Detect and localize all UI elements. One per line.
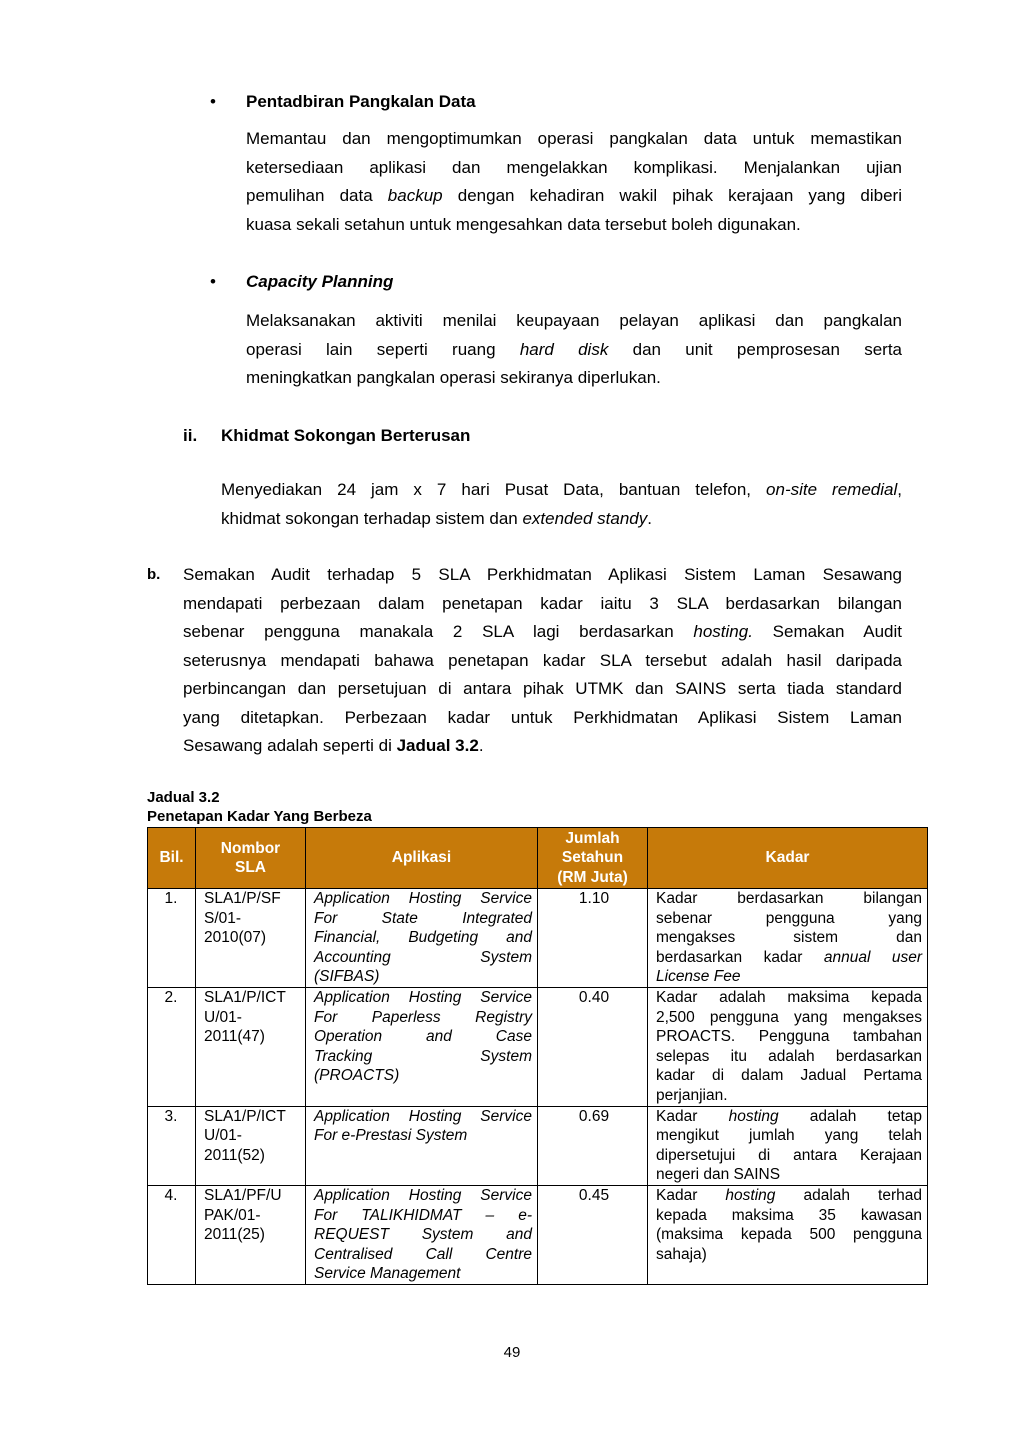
italic-term: backup <box>387 186 443 205</box>
text-segment: Kadar <box>656 1107 729 1125</box>
cell-line: SLA1/P/ICT <box>204 1107 286 1125</box>
pentadbiran-line: ketersediaan aplikasi dan mengelakkan komplikasi. Menjalankan ujian <box>246 157 902 177</box>
cell-line <box>656 1107 922 1127</box>
cell-line: For TALIKHIDMAT – e- <box>314 1206 532 1224</box>
section-number: ii. <box>183 426 198 445</box>
cell-bil: 3. <box>148 1106 196 1185</box>
bullet-icon: • <box>210 272 216 291</box>
cell-jumlah: 0.40 <box>538 987 648 1106</box>
text-segment: operasi lain seperti ruang <box>246 339 520 359</box>
cell-line <box>656 1126 922 1146</box>
text-segment: kadar di dalam Jadual Pertama <box>656 1067 922 1085</box>
table-header-row <box>148 828 928 889</box>
bullet-title: Capacity Planning <box>246 272 394 291</box>
paragraph-capacity <box>246 307 902 393</box>
semakan-line: Sesawang adalah seperti di Jadual 3.2. <box>183 736 484 755</box>
cell-kadar <box>648 889 928 988</box>
semakan-line: Semakan Audit terhadap 5 SLA Perkhidmatan Aplikasi Sistem Laman Sesawang <box>183 565 902 584</box>
text-segment: mengakses sistem dan <box>656 929 922 947</box>
semakan-line: perbincangan dan persetujuan di antara pihak UTMK dan SAINS serta tiada standard <box>183 679 902 698</box>
cell-line: Application Hosting Service <box>314 1107 532 1125</box>
text-segment: perjanjian. <box>656 1086 728 1104</box>
text-segment: Kadar adalah maksima kepada <box>656 988 922 1006</box>
cell-line <box>656 1008 922 1028</box>
cell-line: Operation and Case <box>314 1028 532 1046</box>
text-segment: sahaja) <box>656 1245 707 1263</box>
cell-line: Application Hosting Service <box>314 988 532 1006</box>
text-segment: kepada maksima 35 kawasan <box>656 1206 922 1224</box>
table-row <box>148 1106 928 1185</box>
cell-line: PAK/01- <box>204 1206 261 1224</box>
cell-line: S/01- <box>204 909 242 927</box>
cell-line: REQUEST System and <box>314 1226 532 1244</box>
text-segment: dan unit pemprosesan serta <box>608 339 902 359</box>
cell-line: For e-Prestasi System <box>314 1127 468 1145</box>
table-reference: Jadual 3.2 <box>396 736 479 755</box>
text-segment: (maksima kepada 500 pengguna <box>656 1226 922 1244</box>
cell-line <box>656 1086 922 1106</box>
italic-term: hosting. <box>693 622 753 641</box>
text-segment: khidmat sokongan terhadap sistem dan <box>221 508 523 528</box>
cell-jumlah: 0.69 <box>538 1106 648 1185</box>
text-segment: berdasarkan kadar <box>656 948 824 966</box>
text-segment: 2,500 pengguna yang mengakses <box>656 1008 922 1026</box>
header-jumlah: Jumlah Setahun (RM Juta) <box>538 828 648 889</box>
cell-line: Service Management <box>314 1265 461 1283</box>
italic-term: extended standy <box>522 508 648 528</box>
pentadbiran-line <box>246 182 902 211</box>
text-segment: Kadar berdasarkan bilangan <box>656 890 922 907</box>
cell-line <box>656 909 922 929</box>
cell-line: SLA1/PF/U <box>204 1186 282 1204</box>
cell-line <box>656 928 922 948</box>
cell-line: 2011(25) <box>204 1226 265 1244</box>
italic-term: annual user <box>823 948 922 966</box>
text-segment: mengikut jumlah yang telah <box>656 1127 922 1145</box>
section-letter: b. <box>147 566 161 583</box>
cell-aplikasi <box>306 1185 538 1284</box>
cell-line: U/01- <box>204 1127 242 1145</box>
capacity-line: meningkatkan pangkalan operasi sekiranya diperlukan. <box>246 368 661 387</box>
pentadbiran-line: kuasa sekali setahun untuk mengesahkan data tersebut boleh digunakan. <box>246 214 801 234</box>
cell-line: Financial, Budgeting and <box>314 929 532 947</box>
table-caption-number: Jadual 3.2 <box>147 789 220 806</box>
cell-line: Accounting System <box>314 948 532 966</box>
cell-line <box>656 1047 922 1067</box>
text-segment: sebenar pengguna yang <box>656 909 922 927</box>
text-segment: negeri dan SAINS <box>656 1166 781 1184</box>
header-aplikasi: Aplikasi <box>306 828 538 889</box>
cell-line <box>656 988 922 1008</box>
header-kadar: Kadar <box>648 828 928 889</box>
table-row <box>148 987 928 1106</box>
cell-nombor-sla <box>196 1185 306 1284</box>
capacity-line: Melaksanakan aktiviti menilai keupayaan pelayan aplikasi dan pangkalan <box>246 311 902 330</box>
cell-bil: 2. <box>148 987 196 1106</box>
cell-line <box>656 1165 922 1185</box>
cell-line: (PROACTS) <box>314 1067 400 1085</box>
text-segment: adalah tetap <box>778 1107 922 1125</box>
cell-line: SLA1/P/SF <box>204 890 281 907</box>
cell-line: 2010(07) <box>204 929 267 947</box>
text-segment: Semakan Audit <box>752 622 902 641</box>
text-segment: Menyediakan 24 jam x 7 hari Pusat Data, bantuan telefon, <box>221 480 767 499</box>
header-bil: Bil. <box>148 828 196 889</box>
cell-line <box>656 1027 922 1047</box>
table-row <box>148 889 928 988</box>
cell-line <box>656 967 922 987</box>
cell-line <box>656 1206 922 1226</box>
cell-aplikasi <box>306 987 538 1106</box>
cell-line: 2011(52) <box>204 1146 265 1164</box>
text-segment: dipersetujui di antara Kerajaan <box>656 1146 922 1164</box>
italic-term: hosting <box>725 1186 776 1204</box>
bullet-icon: • <box>210 92 216 111</box>
cell-jumlah: 0.45 <box>538 1185 648 1284</box>
text-segment: pemulihan data <box>246 186 388 205</box>
semakan-line <box>183 618 902 647</box>
pentadbiran-line: Memantau dan mengoptimumkan operasi pangkalan data untuk memastikan <box>246 129 902 148</box>
section-title: Khidmat Sokongan Berterusan <box>221 426 471 445</box>
italic-term: hard disk <box>519 339 609 359</box>
italic-term: License Fee <box>656 968 741 986</box>
cell-line <box>656 1245 922 1265</box>
semakan-line: mendapati perbezaan dalam penetapan kadar iaitu 3 SLA berdasarkan bilangan <box>183 593 902 613</box>
text-segment: , <box>897 480 902 499</box>
cell-aplikasi <box>306 889 538 988</box>
header-nombor-sla: Nombor SLA <box>196 828 306 889</box>
text-segment: sebenar pengguna manakala 2 SLA lagi berdasarkan <box>183 622 694 641</box>
cell-bil: 1. <box>148 889 196 988</box>
cell-line <box>656 1066 922 1086</box>
cell-line: 2011(47) <box>204 1028 265 1046</box>
cell-line: Application Hosting Service <box>314 890 532 907</box>
cell-line: Application Hosting Service <box>314 1186 532 1204</box>
paragraph-khidmat <box>221 476 902 533</box>
cell-nombor-sla <box>196 987 306 1106</box>
cell-line: SLA1/P/ICT <box>204 988 286 1006</box>
semakan-line: yang ditetapkan. Perbezaan kadar untuk Perkhidmatan Aplikasi Sistem Laman <box>183 707 902 727</box>
khidmat-line <box>221 476 902 505</box>
text-segment: selepas itu adalah berdasarkan <box>656 1047 922 1065</box>
page-number: 49 <box>503 1344 521 1361</box>
cell-line <box>656 1186 922 1206</box>
cell-line: For Paperless Registry <box>314 1008 532 1026</box>
table-row <box>148 1185 928 1284</box>
text-segment: . <box>478 736 484 755</box>
cell-line: Tracking System <box>314 1047 532 1065</box>
cell-line: Centralised Call Centre <box>314 1245 532 1263</box>
paragraph-pentadbiran <box>246 125 902 239</box>
text-segment: Kadar <box>656 1186 726 1204</box>
text-segment: PROACTS. Pengguna tambahan <box>656 1028 922 1046</box>
cell-line <box>656 948 922 968</box>
khidmat-line <box>221 505 902 534</box>
cell-kadar <box>648 987 928 1106</box>
cell-nombor-sla <box>196 1106 306 1185</box>
semakan-line: seterusnya mendapati bahawa penetapan kadar SLA tersebut adalah hasil daripada <box>183 650 902 670</box>
text-segment: dengan kehadiran wakil pihak kerajaan yang diberi <box>442 186 902 205</box>
cell-line: U/01- <box>204 1008 242 1026</box>
italic-term: on-site remedial <box>766 480 898 499</box>
paragraph-semakan-audit <box>183 561 902 761</box>
bullet-title: Pentadbiran Pangkalan Data <box>246 92 476 111</box>
cell-jumlah: 1.10 <box>538 889 648 988</box>
cell-kadar <box>648 1185 928 1284</box>
kadar-table <box>147 827 928 1285</box>
cell-line: For State Integrated <box>314 909 532 927</box>
cell-bil: 4. <box>148 1185 196 1284</box>
cell-line: (SIFBAS) <box>314 968 380 986</box>
italic-term: hosting <box>728 1107 779 1125</box>
cell-nombor-sla <box>196 889 306 988</box>
cell-aplikasi <box>306 1106 538 1185</box>
cell-line <box>656 889 922 909</box>
cell-kadar <box>648 1106 928 1185</box>
capacity-line <box>246 336 902 365</box>
text-segment: . <box>647 508 652 528</box>
table-caption-title: Penetapan Kadar Yang Berbeza <box>147 808 372 825</box>
cell-line <box>656 1225 922 1245</box>
text-segment: adalah terhad <box>775 1186 923 1204</box>
cell-line <box>656 1146 922 1166</box>
